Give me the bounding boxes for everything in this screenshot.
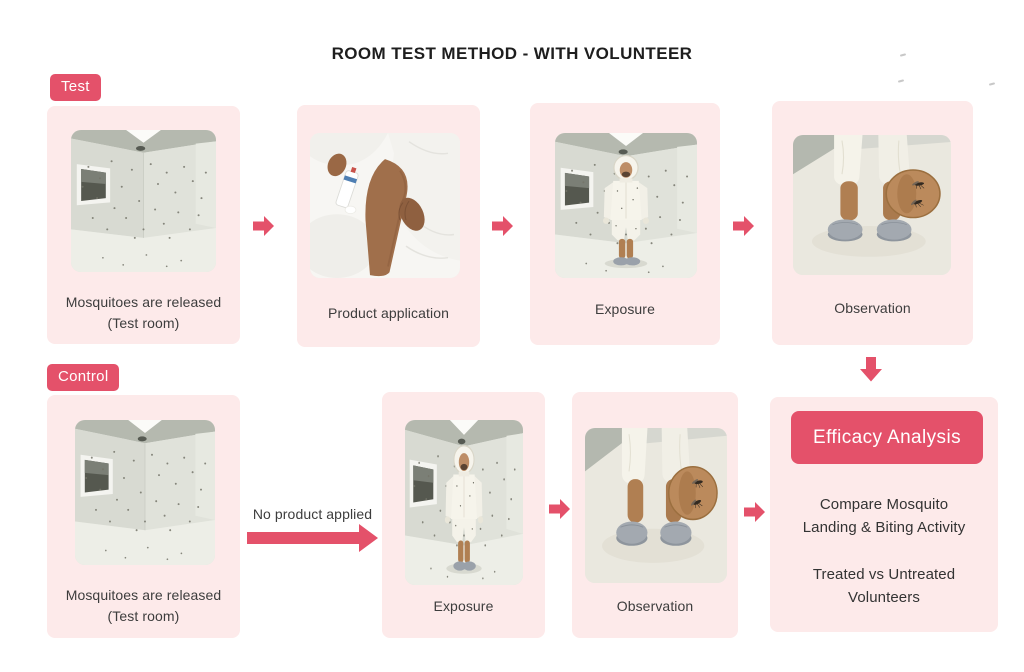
step-caption: Exposure — [595, 301, 655, 317]
page-title: ROOM TEST METHOD - WITH VOLUNTEER — [331, 44, 693, 63]
mosquito-speck-icon — [989, 82, 995, 85]
no-product-label: No product applied — [252, 506, 373, 522]
volunteer-exposure-photo — [555, 133, 697, 278]
step-caption: Product application — [328, 305, 449, 321]
step-card-observation-control — [572, 392, 738, 638]
step-card-exposure-test — [530, 103, 720, 345]
arrow-right-icon — [549, 498, 571, 520]
step-caption: Observation — [834, 300, 911, 316]
step-card-exposure-control — [382, 392, 545, 638]
step-caption: Mosquitoes are released (Test room) — [65, 294, 222, 331]
mosquito-speck-icon — [898, 79, 904, 82]
efficacy-analysis-card — [770, 397, 998, 632]
leg-observation-photo — [793, 135, 951, 275]
step-caption: Exposure — [433, 598, 494, 614]
arrow-right-long-icon — [247, 524, 378, 552]
step-card-observation-test — [772, 101, 973, 345]
arrow-right-icon — [492, 215, 514, 237]
step-card-release-test — [47, 106, 240, 344]
analysis-paragraph-1: Compare Mosquito Landing & Biting Activity — [802, 496, 966, 536]
arrow-down-icon — [860, 357, 882, 382]
step-card-product-application — [297, 105, 480, 347]
volunteer-exposure-photo — [405, 420, 523, 585]
arrow-right-icon — [733, 215, 755, 237]
control-row-badge: Control — [47, 364, 119, 391]
leg-observation-photo — [585, 428, 727, 583]
test-row-badge: Test — [50, 74, 101, 101]
arrow-right-icon — [253, 215, 275, 237]
product-application-photo — [310, 133, 460, 278]
step-card-release-control — [47, 395, 240, 638]
arrow-right-icon — [744, 501, 766, 523]
step-caption: Mosquitoes are released (Test room) — [65, 587, 222, 624]
analysis-paragraph-2: Treated vs Untreated Volunteers — [812, 566, 956, 606]
step-caption: Observation — [616, 598, 694, 614]
test-room-photo — [75, 420, 215, 565]
efficacy-analysis-heading: Efficacy Analysis — [791, 411, 983, 464]
test-room-photo — [71, 130, 216, 272]
